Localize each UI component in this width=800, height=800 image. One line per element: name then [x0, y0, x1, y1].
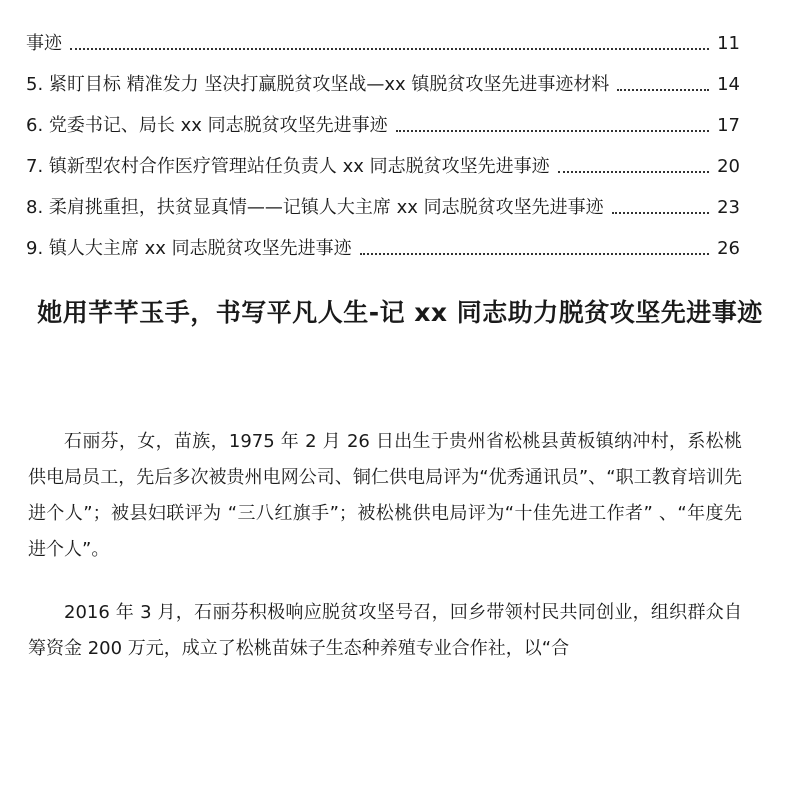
toc-entry-title: 8. 柔肩挑重担，扶贫显真情——记镇人大主席 xx 同志脱贫攻坚先进事迹 — [26, 197, 604, 218]
toc-entry-title: 7. 镇新型农村合作医疗管理站任负责人 xx 同志脱贫攻坚先进事迹 — [26, 156, 550, 177]
toc-entry-title: 事迹 — [26, 33, 62, 54]
toc-leader-dots — [70, 48, 709, 50]
toc-leader-dots — [558, 171, 709, 173]
toc-leader-dots — [360, 253, 709, 255]
toc-entry[interactable] — [26, 96, 740, 137]
toc-entry[interactable] — [26, 14, 740, 55]
toc-entry-page: 20 — [717, 156, 740, 177]
toc-entry[interactable] — [26, 219, 740, 260]
toc-entry-page: 26 — [717, 238, 740, 259]
toc-entry-page: 17 — [717, 115, 740, 136]
toc-leader-dots — [396, 130, 709, 132]
toc-entry[interactable] — [26, 55, 740, 96]
toc-entry-title: 6. 党委书记、局长 xx 同志脱贫攻坚先进事迹 — [26, 115, 388, 136]
toc-leader-dots — [612, 212, 709, 214]
toc-entry[interactable] — [26, 178, 740, 219]
article-paragraph: 2016 年 3 月，石丽芬积极响应脱贫攻坚号召，回乡带领村民共同创业，组织群众自筹资金 200 万元，成立了松桃苗妹子生态种养殖专业合作社，以“合 — [28, 602, 742, 659]
toc-leader-dots — [617, 89, 709, 91]
toc-entry-page: 11 — [717, 33, 740, 54]
toc-entry-page: 14 — [717, 74, 740, 95]
toc-entry-title: 5. 紧盯目标 精准发力 坚决打赢脱贫攻坚战—xx 镇脱贫攻坚先进事迹材料 — [26, 74, 610, 95]
toc-entry-page: 23 — [717, 197, 740, 218]
article-paragraph: 石丽芬，女，苗族，1975 年 2 月 26 日出生于贵州省松桃县黄板镇纳冲村，系松桃供电局员工，先后多次被贵州电网公司、铜仁供电局评为“优秀通讯员”、“职工教育培训先进个人”；被县妇联评为 “三八红旗手”；被松桃供电局评为“十佳先进工作者” 、“年度先进个人”。 — [28, 431, 742, 560]
table-of-contents — [26, 14, 740, 260]
toc-entry[interactable] — [26, 137, 740, 178]
toc-entry-title: 9. 镇人大主席 xx 同志脱贫攻坚先进事迹 — [26, 238, 352, 259]
article-title: 她用芊芊玉手，书写平凡人生-记 xx 同志助力脱贫攻坚先进事迹 — [37, 298, 763, 327]
